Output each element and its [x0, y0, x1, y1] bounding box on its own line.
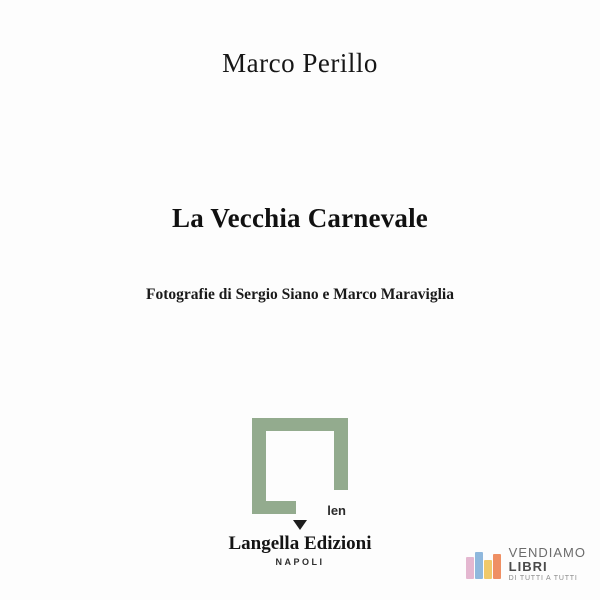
langella-square-icon — [252, 418, 348, 518]
vendiamolibri-watermark — [466, 546, 586, 582]
watermark-text — [509, 546, 586, 582]
logo-bar-right — [334, 418, 348, 490]
logo-mark-label: len — [327, 503, 346, 518]
book-spine-yellow — [484, 560, 492, 579]
author-name: Marco Perillo — [222, 48, 378, 78]
logo-bar-bottom — [252, 501, 296, 514]
logo-bar-top — [266, 418, 334, 431]
watermark-line-2: LIBRI — [508, 559, 548, 575]
watermark-line-3: DI TUTTI A TUTTI — [508, 574, 578, 582]
photography-credits: Fotografie di Sergio Siano e Marco Maraviglia — [146, 286, 454, 303]
watermark-line-1: VENDIAMO — [508, 545, 586, 561]
book-spine-orange — [493, 554, 501, 579]
book-title: La Vecchia Carnevale — [172, 203, 428, 233]
publisher-name: Langella Edizioni — [228, 533, 372, 554]
arrow-down-icon — [293, 520, 307, 530]
book-spine-pink — [466, 557, 474, 579]
book-spine-blue — [475, 552, 483, 579]
logo-bar-left — [252, 418, 266, 514]
books-icon — [466, 549, 502, 579]
publisher-city: NAPOLI — [275, 557, 325, 567]
